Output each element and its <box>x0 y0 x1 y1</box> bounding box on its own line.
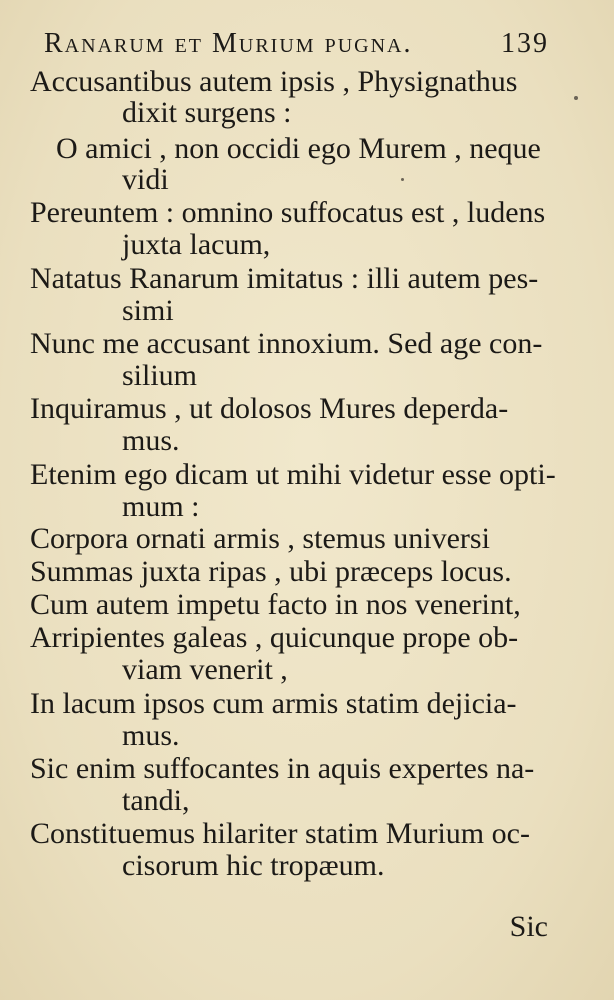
verse-line: Etenim ego dicam ut mihi videtur esse opti- <box>30 458 556 491</box>
running-header <box>44 28 549 64</box>
verse-line-continuation: viam venerit , <box>122 653 288 686</box>
verse-line-continuation: juxta lacum, <box>122 228 271 261</box>
verse-line-continuation: tandi, <box>122 784 190 817</box>
verse-line: Accusantibus autem ipsis , Physignathus <box>30 65 518 98</box>
verse-line: In lacum ipsos cum armis statim dejicia- <box>30 687 517 720</box>
verse-line-continuation: mum : <box>122 490 200 523</box>
verse-line-continuation: mus. <box>122 719 180 752</box>
verse-line-continuation: mus. <box>122 424 180 457</box>
verse-line-continuation: simi <box>122 294 174 327</box>
verse-line: Cum autem impetu facto in nos venerint, <box>30 588 521 621</box>
verse-line: Natatus Ranarum imitatus : illi autem pes- <box>30 262 539 295</box>
verse-line-continuation: cisorum hic tropæum. <box>122 849 385 882</box>
running-title: Ranarum et Murium pugna. <box>44 28 413 59</box>
verse-line: Pereuntem : omnino suffocatus est , ludens <box>30 196 546 229</box>
ink-speck <box>574 96 578 100</box>
verse-line: Arripientes galeas , quicunque prope ob- <box>30 621 519 654</box>
verse-line: Nunc me accusant innoxium. Sed age con- <box>30 327 543 360</box>
verse-line: Inquiramus , ut dolosos Mures deperda- <box>30 392 509 425</box>
ink-speck <box>401 178 404 181</box>
verse-line-continuation: silium <box>122 359 198 392</box>
verse-line: Summas juxta ripas , ubi præceps locus. <box>30 555 512 588</box>
verse-line: Sic enim suffocantes in aquis expertes na- <box>30 752 535 785</box>
verse-line: O amici , non occidi ego Murem , neque <box>56 132 541 165</box>
verse-line-continuation: dixit surgens : <box>122 96 292 129</box>
verse-line: Corpora ornati armis , stemus universi <box>30 522 490 555</box>
catchword: Sic <box>509 910 548 943</box>
verse-line: Constituemus hilariter statim Murium oc- <box>30 817 530 850</box>
page-number: 139 <box>501 28 549 59</box>
verse-line-continuation: vidi <box>122 163 169 196</box>
